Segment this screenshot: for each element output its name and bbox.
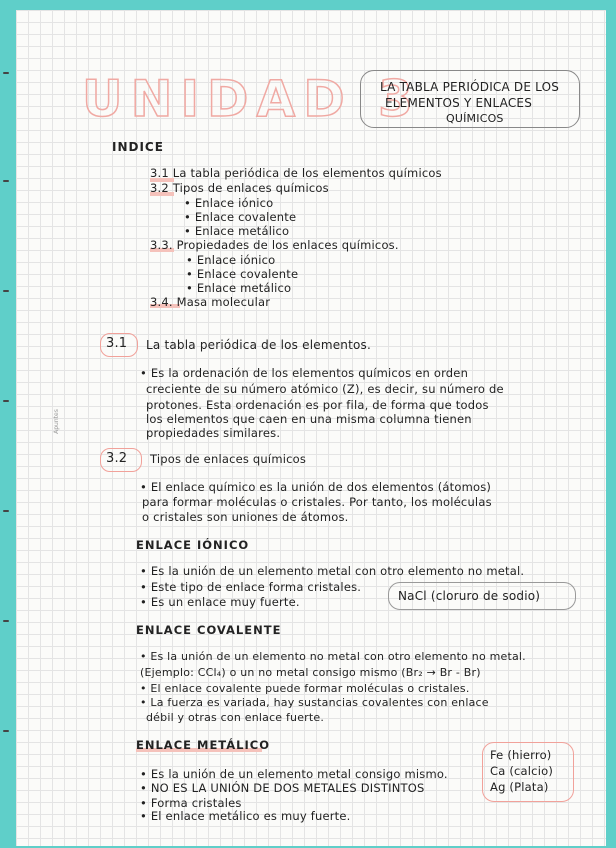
nacl-example: NaCl (cloruro de sodio) bbox=[398, 589, 541, 603]
index-item-8: • Enlace covalente bbox=[186, 267, 299, 281]
metalico-heading: ENLACE METÁLICO bbox=[136, 738, 270, 752]
index-item-1: 3.1 La tabla periódica de los elementos químicos bbox=[150, 166, 442, 180]
s31-line-5: propiedades similares. bbox=[146, 426, 281, 440]
s31-line-4: los elementos que caen en una misma columna tienen bbox=[146, 412, 472, 426]
metalico-line-4: • El enlace metálico es muy fuerte. bbox=[140, 809, 351, 823]
index-item-4: • Enlace covalente bbox=[184, 210, 297, 224]
covalente-heading: ENLACE COVALENTE bbox=[136, 623, 282, 637]
section-3-2-number: 3.2 bbox=[106, 451, 128, 466]
binder-perforations bbox=[0, 0, 16, 848]
section-3-1-title: La tabla periódica de los elementos. bbox=[146, 338, 372, 352]
section-3-2-title: Tipos de enlaces químicos bbox=[150, 452, 307, 466]
unit-title: UNIDAD 3 bbox=[82, 70, 421, 128]
s32-line-3: o cristales son uniones de átomos. bbox=[142, 510, 349, 524]
index-item-5: • Enlace metálico bbox=[184, 224, 290, 238]
metalico-line-3: • Forma cristales bbox=[140, 796, 242, 810]
section-3-1-number: 3.1 bbox=[106, 336, 128, 351]
margin-text: Apuntes bbox=[52, 409, 60, 434]
index-item-7: • Enlace iónico bbox=[186, 253, 276, 267]
ionico-line-1: • Es la unión de un elemento metal con otro elemento no metal. bbox=[140, 564, 525, 578]
covalente-line-4: • La fuerza es variada, hay sustancias covalentes con enlace bbox=[140, 696, 489, 709]
s31-line-3: protones. Esta ordenación es por fila, de forma que todos bbox=[146, 398, 489, 412]
index-item-6: 3.3. Propiedades de los enlaces químicos. bbox=[150, 238, 399, 252]
index-item-2: 3.2 Tipos de enlaces químicos bbox=[150, 181, 329, 195]
metalico-line-1: • Es la unión de un elemento metal consigo mismo. bbox=[140, 767, 448, 781]
index-heading: INDICE bbox=[112, 140, 164, 154]
index-item-10: 3.4. Masa molecular bbox=[150, 295, 271, 309]
topic-title-line1: LA TABLA PERIÓDICA DE LOS bbox=[380, 80, 560, 94]
ionico-line-2: • Este tipo de enlace forma cristales. bbox=[140, 580, 362, 594]
s31-line-2: creciente de su número atómico (Z), es decir, su número de bbox=[146, 382, 504, 396]
topic-title-line3: QUÍMICOS bbox=[446, 112, 504, 125]
s32-line-2: para formar moléculas o cristales. Por tanto, los moléculas bbox=[142, 495, 492, 509]
metal-example-fe: Fe (hierro) bbox=[490, 748, 552, 762]
index-item-9: • Enlace metálico bbox=[186, 281, 292, 295]
s32-line-1: • El enlace químico es la unión de dos elementos (átomos) bbox=[140, 480, 492, 494]
metal-example-ca: Ca (calcio) bbox=[490, 764, 554, 778]
ionico-heading: ENLACE IÓNICO bbox=[136, 538, 250, 552]
index-item-3: • Enlace iónico bbox=[184, 196, 274, 210]
topic-title-line2: ELEMENTOS Y ENLACES bbox=[385, 96, 533, 110]
metalico-line-2: • NO ES LA UNIÓN DE DOS METALES DISTINTOS bbox=[140, 781, 425, 795]
covalente-line-2: (Ejemplo: CCl₄) o un no metal consigo mismo (Br₂ → Br - Br) bbox=[140, 666, 481, 679]
metal-example-ag: Ag (Plata) bbox=[490, 780, 549, 794]
s31-line-1: • Es la ordenación de los elementos químicos en orden bbox=[140, 366, 469, 380]
covalente-line-5: débil y otras con enlace fuerte. bbox=[146, 711, 325, 724]
covalente-line-1: • Es la unión de un elemento no metal con otro elemento no metal. bbox=[140, 650, 526, 663]
ionico-line-3: • Es un enlace muy fuerte. bbox=[140, 595, 300, 609]
covalente-line-3: • El enlace covalente puede formar moléculas o cristales. bbox=[140, 682, 470, 695]
